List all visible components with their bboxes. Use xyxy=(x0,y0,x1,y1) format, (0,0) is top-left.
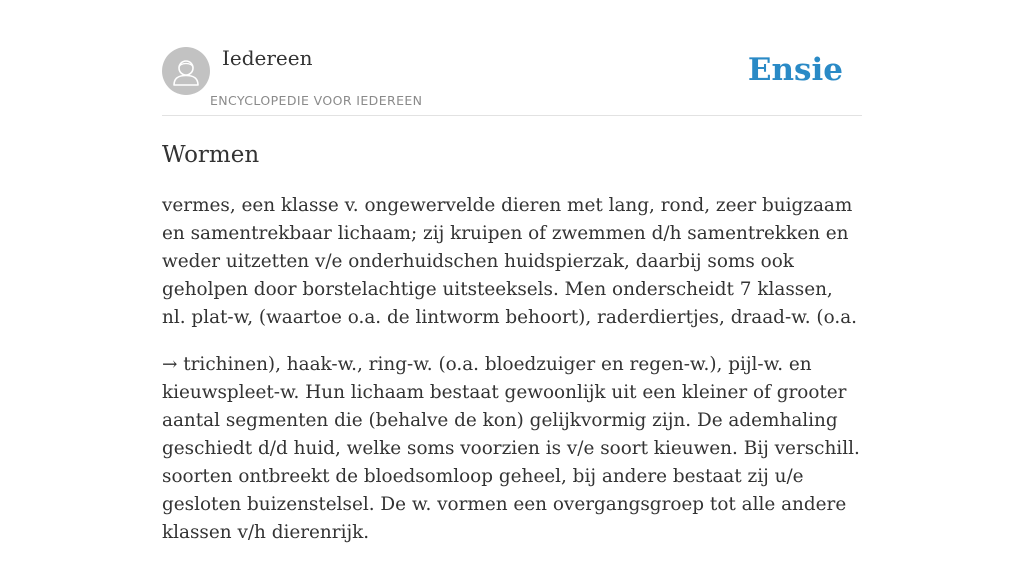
header xyxy=(162,0,862,116)
page-title: Wormen xyxy=(162,142,260,168)
brand-logo[interactable]: Ensie xyxy=(747,52,843,88)
article-paragraph: vermes, een klasse v. ongewervelde dieren met lang, rond, zeer buigzaam en samentrekbaar lichaam; zij kruipen of zwemmen d/h samentrekken en weder uitzetten v/e onderhuidschen huidspierzak, daarbij soms ook geholpen door borstelachtige uitsteeksels. Men onderscheidt 7 klassen, nl. plat-w, (waartoe o.a. de lintworm behoort), raderdiertjes, draad-w. (o.a. xyxy=(162,195,857,328)
article-paragraph: → trichinen), haak-w., ring-w. (o.a. bloedzuiger en regen-w.), pijl-w. en kieuwspleet-w. Hun lichaam bestaat gewoonlijk uit een kleiner of grooter aantal segmenten die (behalve de kon) gelijkvormig zijn. De ademhaling geschiedt d/d huid, welke soms voorzien is v/e soort kieuwen. Bij verschill. soorten ontbreekt de bloedsomloop geheel, bij andere bestaat zij u/e gesloten buizenstelsel. De w. vormen een overgangsgroep tot alle andere klassen v/h dierenrijk. xyxy=(162,354,860,543)
avatar[interactable] xyxy=(162,47,210,95)
article-body xyxy=(162,192,862,566)
page-container xyxy=(162,0,862,543)
author-name[interactable]: Iedereen xyxy=(222,46,313,70)
user-placeholder-icon xyxy=(162,47,210,95)
author-subtitle: ENCYCLOPEDIE VOOR IEDEREEN xyxy=(210,93,423,108)
